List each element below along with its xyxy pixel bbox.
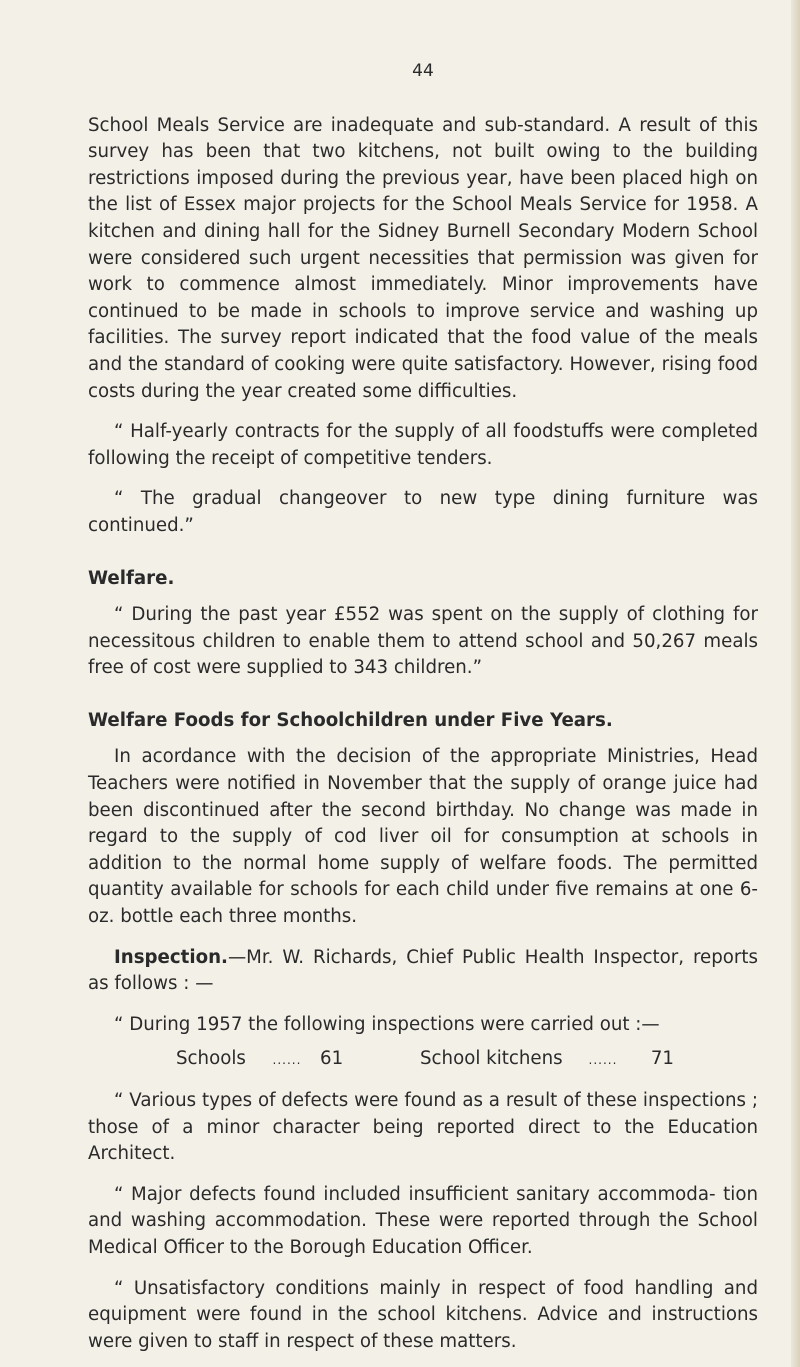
page-edge <box>791 0 800 1367</box>
page-number: 44 <box>412 61 434 81</box>
schools-count: 61 <box>320 1048 344 1070</box>
paragraph-contracts: “ Half-yearly contracts for the supply of all foodstuffs were completed following the receipt of competitive tenders. <box>88 421 758 469</box>
inspection-intro-text: —Mr. W. Richards, Chief Public Health Inspector, reports as follows : — <box>88 946 758 995</box>
leader-dots: ...... <box>272 1053 302 1068</box>
kitchens-label: School kitchens <box>420 1048 563 1070</box>
inspection-counts-row <box>88 1046 754 1074</box>
paragraph-furniture: “ The gradual changeover to new type dining furniture was continued.” <box>88 488 758 536</box>
paragraph-unsatisfactory: “ Unsatisfactory conditions mainly in respect of food handling and equipment were found in the school kitchens. Advice and instructions were given to staff in respect of these matters. <box>88 1277 758 1352</box>
paragraph-major-defects: “ Major defects found included insufficient sanitary accommoda- tion and washing accommodation. These were reported through the School Medical Officer to the Borough Education Officer. <box>88 1183 758 1258</box>
heading-inspection: Inspection. <box>114 946 228 968</box>
document-page <box>88 58 758 1355</box>
paragraph-welfare-foods: In acordance with the decision of the appropriate Ministries, Head Teachers were notified in November that the supply of orange juice had been discontinued after the second birthday. No change was made in regard to the supply of cod liver oil for consumption at schools in addition to the normal home supply of welfare foods. The permitted quantity available for schools for each child under five remains at one 6-oz. bottle each three months. <box>88 746 758 928</box>
paragraph-various-defects: “ Various types of defects were found as a result of these inspections ; those of a minor character being reported direct to the Education Architect. <box>88 1090 758 1165</box>
kitchens-count: 71 <box>650 1048 674 1070</box>
paragraph-welfare: “ During the past year £552 was spent on the supply of clothing for necessitous children to enable them to attend school and 50,267 meals free of cost were supplied to 343 children.” <box>88 604 758 679</box>
paragraph-survey-result: School Meals Service are inadequate and sub-standard. A result of this survey has been that two kitchens, not built owing to the building restrictions imposed during the previous year, have been placed high on the list of Essex major projects for the School Meals Service for 1958. A kitchen and dining hall for the Sidney Burnell Secondary Modern School were considered such urgent necessities that permission was given for work to commence almost immediately. Minor improvements have continued to be made in schools to improve service and washing up facilities. The survey report indicated that the food value of the meals and the standard of cooking were quite satisfactory. However, rising food costs during the year created some difficulties. <box>88 114 758 402</box>
leader-dots: ...... <box>588 1053 618 1068</box>
schools-label: Schools <box>176 1048 246 1070</box>
paragraph-inspections-during: “ During 1957 the following inspections were carried out :— <box>114 1013 660 1035</box>
paragraph-inspection-intro <box>88 945 758 998</box>
heading-welfare: Welfare. <box>88 567 175 589</box>
heading-welfare-foods: Welfare Foods for Schoolchildren under Five Years. <box>88 709 613 731</box>
